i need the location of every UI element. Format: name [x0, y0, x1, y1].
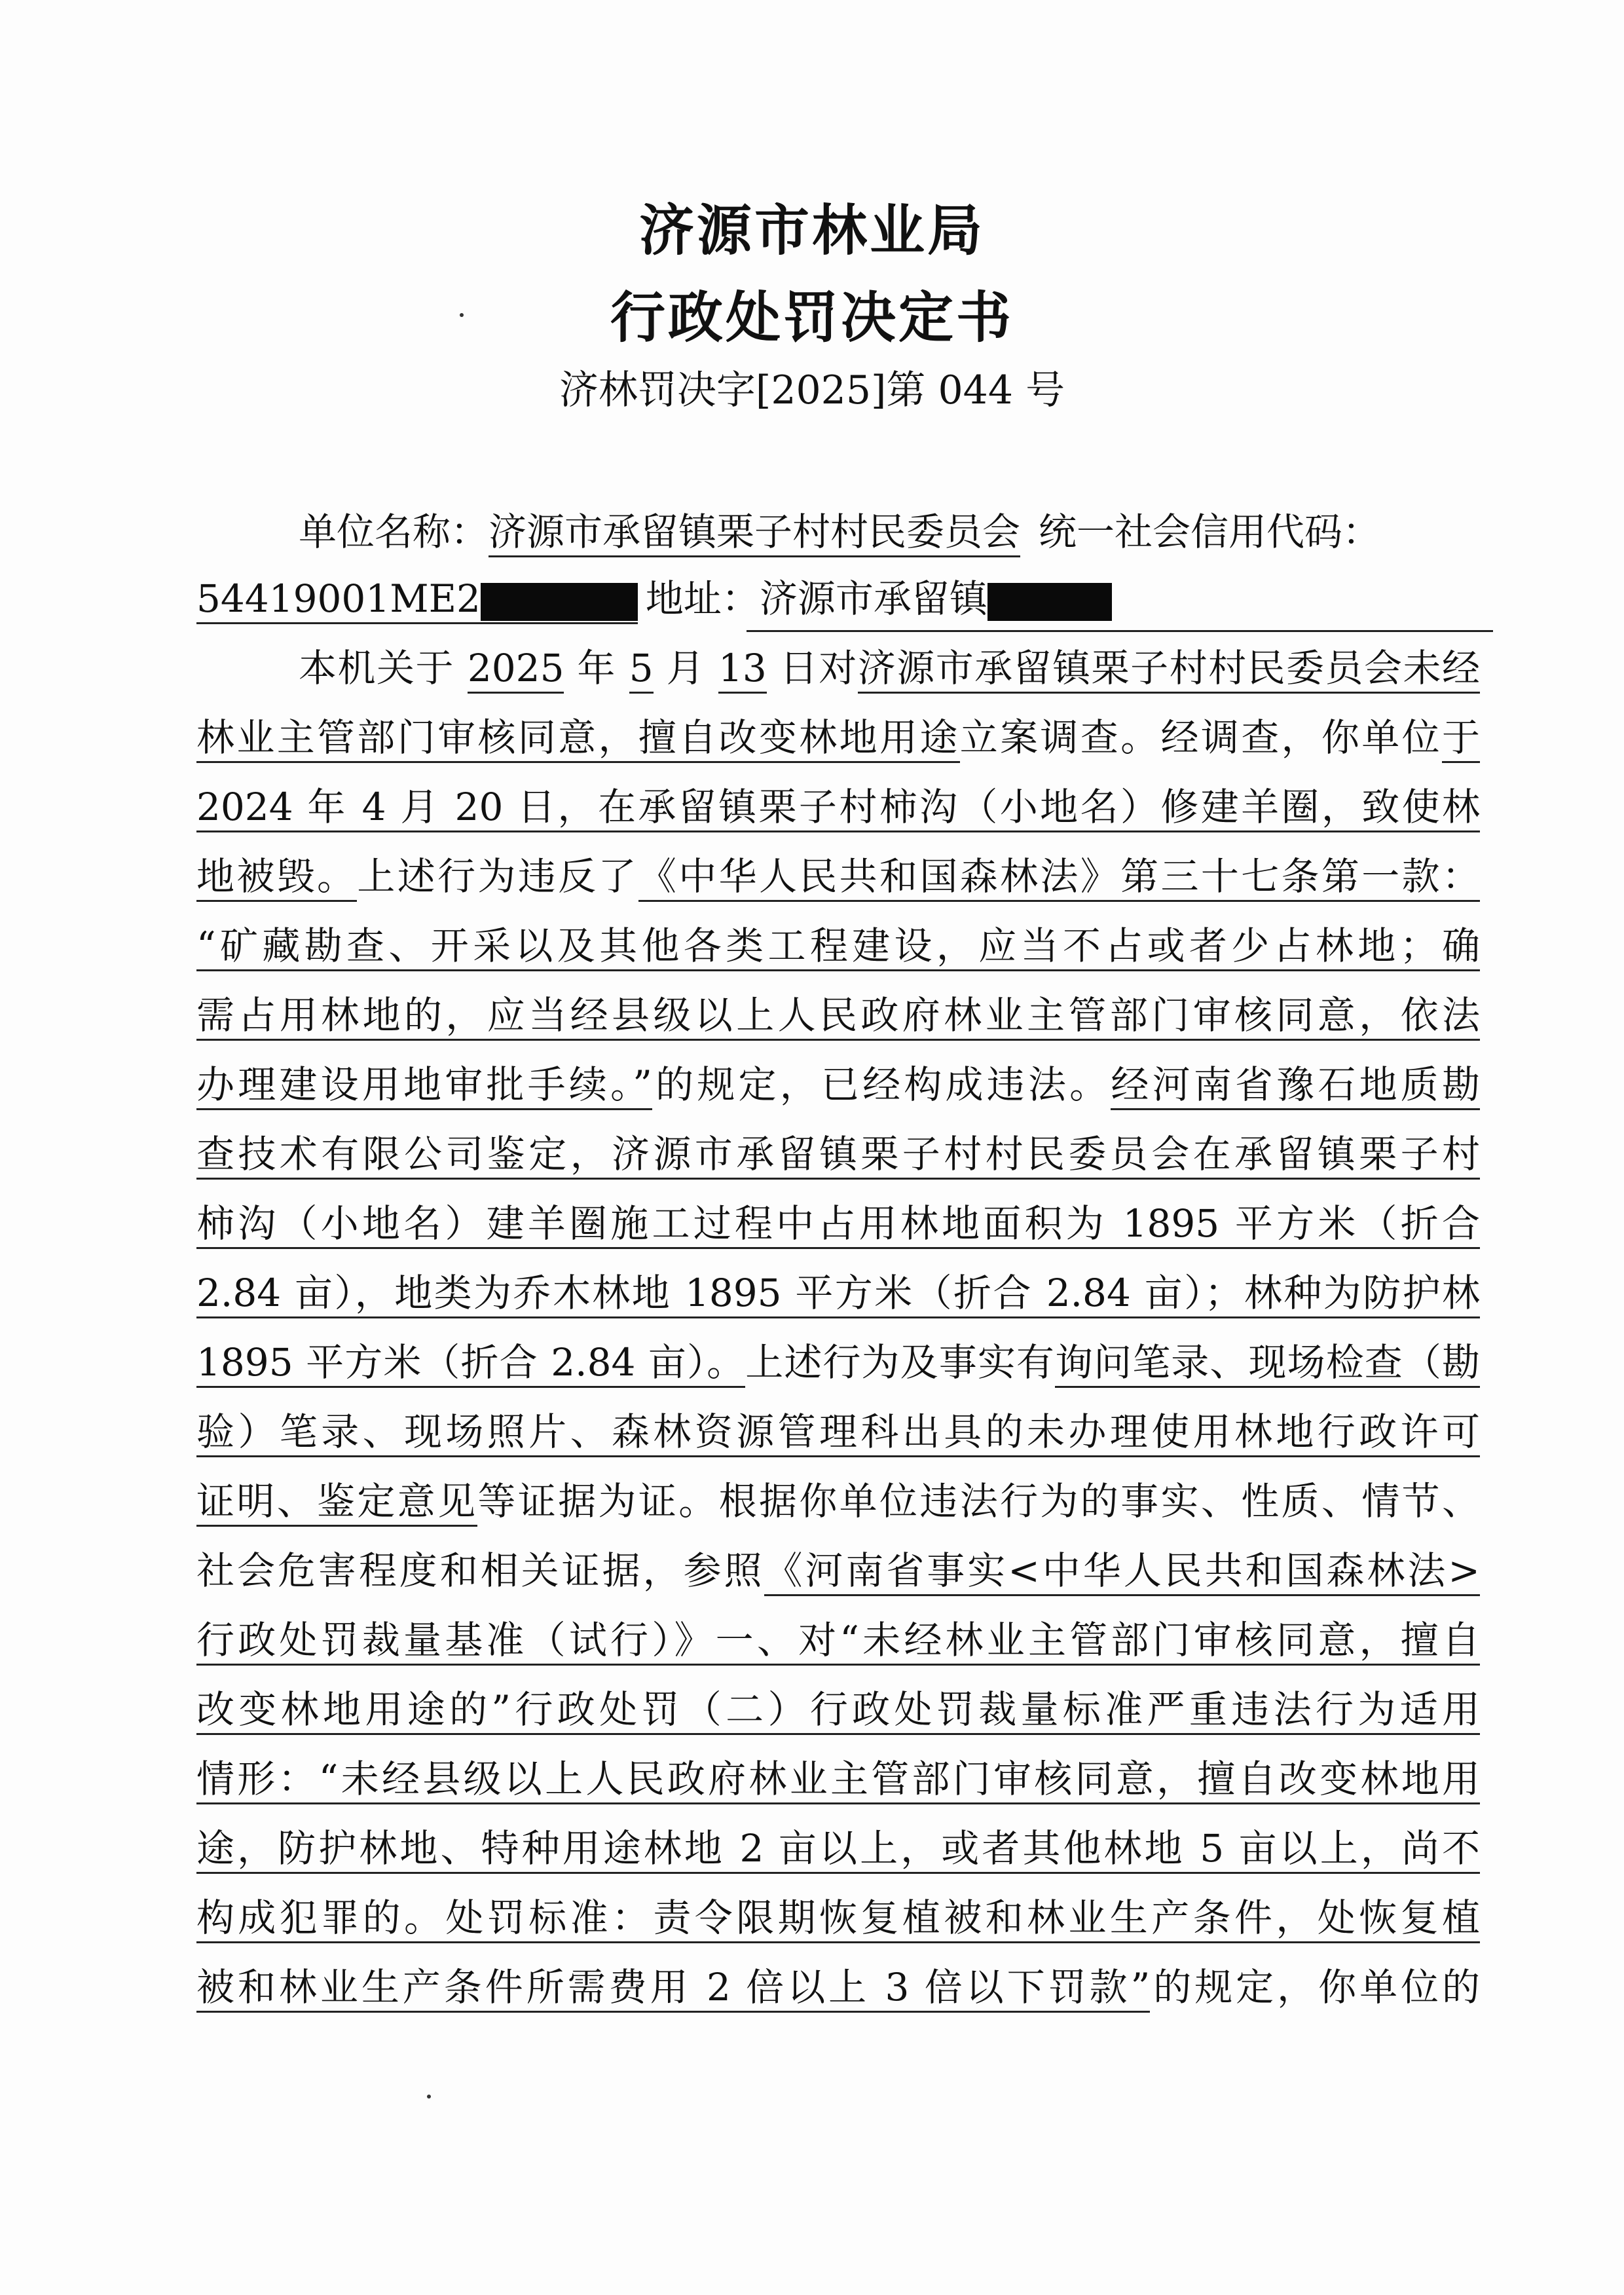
body-line-10	[196, 1259, 1480, 1327]
body-text: 上述行为及事实有	[745, 1340, 1056, 1385]
body-text: 需占用林地的，应当经县级以上人民政府林业主管部门审核同意，依法	[196, 993, 1480, 1041]
body-text: 等证据为证。根据你单位违法行为的事实、性质、情节、	[477, 1479, 1480, 1523]
body-text: 的规定，已经构成违法。	[652, 1062, 1111, 1107]
body-text: 情形：“未经县级以上人民政府林业主管部门审核同意，擅自改变林地用	[196, 1757, 1480, 1804]
body-text: 1895 平方米（折合 2.84 亩）。	[196, 1340, 745, 1388]
body-text: 途，防护林地、特种用途林地 2 亩以上，或者其他林地 5 亩以上，尚不	[196, 1826, 1480, 1874]
credit-address-line	[196, 565, 1480, 633]
body-line-4	[196, 842, 1480, 910]
body-text: 济源市承留镇栗子村村民委员会未经	[858, 646, 1480, 694]
redaction-block	[481, 583, 638, 621]
body-text: 上述行为违反了	[357, 854, 638, 899]
address-visible: 济源市承留镇	[759, 576, 987, 621]
body-text: 《河南省事实<中华人民共和国森林法>	[764, 1548, 1480, 1596]
body-line-3	[196, 773, 1480, 841]
body-text: 询问笔录、现场检查（勘	[1055, 1340, 1480, 1388]
body-text: 查技术有限公司鉴定，济源市承留镇栗子村村民委员会在承留镇栗子村	[196, 1132, 1480, 1180]
address-value	[760, 576, 1112, 621]
body-text: 2025	[468, 646, 564, 694]
body-text: 13	[718, 646, 767, 694]
body-text: 《中华人民共和国森林法》	[638, 854, 1120, 902]
body-line-8	[196, 1120, 1480, 1188]
org-title: 济源市林业局	[638, 198, 985, 263]
body-text: 于	[1442, 715, 1480, 763]
entity-name-value: 济源市承留镇栗子村村民委员会	[489, 510, 1020, 557]
body-line-7	[196, 1051, 1480, 1119]
body-text: 月	[653, 646, 719, 690]
body-line-15	[196, 1606, 1480, 1674]
body-text: 证明、鉴定意见	[196, 1479, 477, 1527]
body-line-19	[196, 1884, 1480, 1952]
body-line-5	[196, 912, 1480, 980]
body-text: 2024 年 4 月 20 日，在承留镇栗子村柿沟（小地名）修建羊圈，致使林	[196, 785, 1480, 832]
body-text: 2.84 亩），地类为乔木林地 1895 平方米（折合 2.84 亩）；林种为防护林	[196, 1271, 1480, 1318]
body-line-6	[196, 981, 1480, 1049]
address-underline	[747, 630, 1493, 632]
body-text: “矿藏勘查、开采以及其他各类工程建设，应当不占或者少占林地；确	[196, 924, 1480, 971]
body-text: 第三十七条第一款：	[1120, 854, 1480, 902]
scan-speck	[460, 313, 464, 317]
body-text: 5	[629, 646, 654, 694]
body-line-2	[196, 703, 1480, 772]
body-text: 柿沟（小地名）建羊圈施工过程中占用林地面积为 1895 平方米（折合	[196, 1201, 1480, 1249]
credit-code-label: 统一社会信用代码：	[1039, 510, 1381, 554]
body-line-20	[196, 1953, 1480, 2021]
body-text: 构成犯罪的。处罚标准：责令限期恢复植被和林业生产条件，处恢复植	[196, 1895, 1480, 1943]
body-line-1	[196, 634, 1480, 702]
body-text: 本机关于	[299, 646, 468, 690]
body-text: 立案调查。经调查，你单位	[959, 715, 1442, 760]
body-text: 验）笔录、现场照片、森林资源管理科出具的未办理使用林地行政许可	[196, 1409, 1480, 1457]
body-text: 地被毁。	[196, 854, 357, 902]
body-text: 行政处罚裁量基准（试行）》一、对“未经林业主管部门审核同意，擅自	[196, 1618, 1480, 1666]
address-label: 地址：	[645, 576, 760, 621]
body-line-11	[196, 1328, 1480, 1396]
body-text: 经河南省豫石地质勘	[1111, 1062, 1480, 1110]
body-text: 办理建设用地审批手续。”	[196, 1062, 652, 1110]
body-line-13	[196, 1467, 1480, 1535]
body-line-14	[196, 1537, 1480, 1605]
body-text: 年	[564, 646, 629, 690]
credit-code-visible: 54419001ME2	[196, 576, 481, 621]
body-text: 社会危害程度和相关证据，参照	[196, 1548, 765, 1593]
body-text: 日对	[766, 646, 858, 690]
entity-name-line	[196, 498, 1480, 566]
body-line-9	[196, 1189, 1480, 1258]
body-line-16	[196, 1675, 1480, 1744]
body-text: 林业主管部门审核同意，擅自改变林地用途	[196, 715, 960, 763]
body-line-12	[196, 1398, 1480, 1466]
credit-code-value	[196, 576, 638, 624]
document-title: 行政处罚决定书	[610, 285, 1014, 350]
document-number: 济林罚决字[2025]第 044 号	[559, 367, 1065, 413]
body-text: 的规定，你单位的	[1150, 1965, 1480, 2009]
body-line-17	[196, 1745, 1480, 1813]
scan-speck	[427, 2095, 431, 2099]
body-line-18	[196, 1814, 1480, 1882]
redaction-block	[987, 583, 1112, 621]
body-text: 改变林地用途的”行政处罚（二）行政处罚裁量标准严重违法行为适用	[196, 1687, 1480, 1735]
body-text: 被和林业生产条件所需费用 2 倍以上 3 倍以下罚款”	[196, 1965, 1150, 2013]
entity-name-label: 单位名称：	[299, 510, 489, 554]
